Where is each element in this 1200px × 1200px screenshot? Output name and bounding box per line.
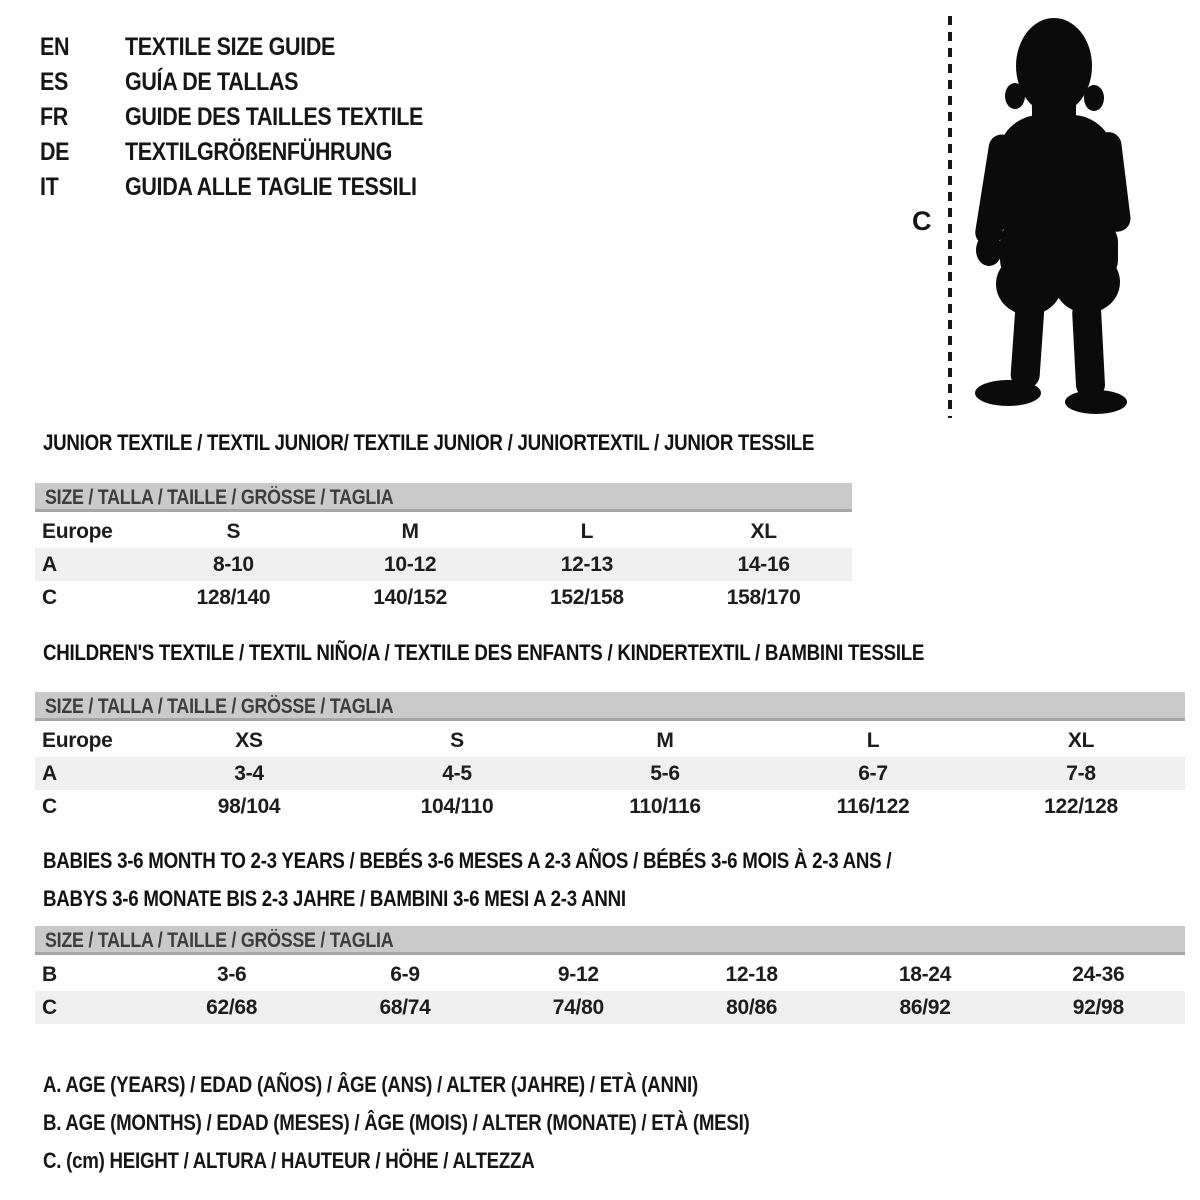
age-cell: 5-6 xyxy=(650,761,680,785)
height-cell: 92/98 xyxy=(1072,995,1124,1019)
height-cell: 104/110 xyxy=(420,794,494,818)
language-code: EN xyxy=(40,33,70,61)
language-code: IT xyxy=(40,173,59,201)
language-label: GUIDE DES TAILLES TEXTILE xyxy=(124,103,423,131)
table-row-age xyxy=(35,548,852,581)
row-label: C xyxy=(42,995,57,1019)
height-cell: 86/92 xyxy=(899,995,951,1019)
age-cell: 3-4 xyxy=(234,761,264,785)
babies-section-title-line-1: BABIES 3-6 MONTH TO 2-3 YEARS / BEBÉS 3-6 MESES A 2-3 AÑOS / BÉBÉS 3-6 MOIS À 2-3 ANS / xyxy=(43,848,892,873)
legend-line-c: C. (cm) HEIGHT / ALTURA / HAUTEUR / HÖHE / ALTEZZA xyxy=(43,1148,535,1173)
age-cell: 12-13 xyxy=(560,552,613,576)
height-cell: 122/128 xyxy=(1044,794,1118,818)
babies-section-title-line-2: BABYS 3-6 MONATE BIS 2-3 JAHRE / BAMBINI 3-6 MESI A 2-3 ANNI xyxy=(43,886,626,911)
age-cell: 14-16 xyxy=(737,552,790,576)
size-cell: S xyxy=(226,519,241,543)
table-row-europe xyxy=(35,724,1185,757)
height-cell: 128/140 xyxy=(196,585,271,609)
language-row-de xyxy=(40,135,471,170)
size-cell: XS xyxy=(235,728,263,752)
language-label: GUIDA ALLE TAGLIE TESSILI xyxy=(124,173,417,201)
size-cell: L xyxy=(580,519,594,543)
height-measure-label: C xyxy=(912,206,932,236)
row-label: A xyxy=(42,761,57,785)
language-list xyxy=(40,30,471,205)
baby-silhouette-icon xyxy=(966,12,1142,416)
table-row-height xyxy=(35,991,1185,1024)
age-cell: 24-36 xyxy=(1072,962,1125,986)
junior-size-header-bar: SIZE / TALLA / TAILLE / GRÖSSE / TAGLIA xyxy=(35,483,852,512)
age-cell: 6-9 xyxy=(390,962,420,986)
baby-silhouette-shape xyxy=(973,18,1132,414)
language-code: DE xyxy=(40,138,70,166)
age-cell: 10-12 xyxy=(384,552,437,576)
height-cell: 116/122 xyxy=(836,794,910,818)
row-label: C xyxy=(42,794,57,818)
language-label: TEXTILE SIZE GUIDE xyxy=(124,33,335,61)
table-row-height xyxy=(35,581,852,614)
age-cell: 7-8 xyxy=(1066,761,1096,785)
age-cell: 12-18 xyxy=(725,962,778,986)
height-cell: 152/158 xyxy=(549,585,624,609)
age-cell: 18-24 xyxy=(898,962,952,986)
height-cell: 68/74 xyxy=(379,995,431,1019)
height-cell: 140/152 xyxy=(373,585,448,609)
junior-size-table xyxy=(35,515,852,614)
language-row-fr xyxy=(40,100,471,135)
babies-size-table xyxy=(35,958,1185,1024)
row-label: Europe xyxy=(42,519,113,543)
legend-line-b: B. AGE (MONTHS) / EDAD (MESES) / ÂGE (MOIS) / ALTER (MONATE) / ETÀ (MESI) xyxy=(43,1110,750,1135)
language-code: ES xyxy=(40,68,69,96)
table-row-europe xyxy=(35,515,852,548)
legend-line-a: A. AGE (YEARS) / EDAD (AÑOS) / ÂGE (ANS) / ALTER (JAHRE) / ETÀ (ANNI) xyxy=(43,1072,698,1097)
children-size-header-bar: SIZE / TALLA / TAILLE / GRÖSSE / TAGLIA xyxy=(35,692,1185,721)
language-row-es xyxy=(40,65,471,100)
language-row-en xyxy=(40,30,471,65)
age-cell: 9-12 xyxy=(557,962,599,986)
size-cell: S xyxy=(450,728,464,752)
children-size-table xyxy=(35,724,1185,823)
children-section-title: CHILDREN'S TEXTILE / TEXTIL NIÑO/A / TEXTILE DES ENFANTS / KINDERTEXTIL / BAMBINI TESSILE xyxy=(43,640,925,665)
babies-size-header-bar: SIZE / TALLA / TAILLE / GRÖSSE / TAGLIA xyxy=(35,926,1185,955)
language-label: TEXTILGRÖßENFÜHRUNG xyxy=(124,138,392,166)
height-cell: 74/80 xyxy=(552,995,604,1019)
table-row-age-months xyxy=(35,958,1185,991)
language-code: FR xyxy=(40,103,68,131)
table-row-age xyxy=(35,757,1185,790)
size-cell: L xyxy=(866,728,880,752)
table-row-height xyxy=(35,790,1185,823)
size-cell: XL xyxy=(750,519,777,543)
height-cell: 62/68 xyxy=(206,995,258,1019)
row-label: Europe xyxy=(42,728,113,752)
age-cell: 3-6 xyxy=(216,962,247,986)
language-row-it xyxy=(40,170,471,205)
height-cell: 98/104 xyxy=(217,794,281,818)
age-cell: 6-7 xyxy=(858,761,888,785)
height-measure-dashed-line xyxy=(948,16,952,418)
row-label: B xyxy=(42,962,57,986)
language-label: GUÍA DE TALLAS xyxy=(124,68,299,96)
row-label: A xyxy=(42,552,57,576)
row-label: C xyxy=(42,585,57,609)
height-cell: 158/170 xyxy=(726,585,801,609)
height-cell: 80/86 xyxy=(726,995,778,1019)
height-cell: 110/116 xyxy=(629,794,701,818)
size-cell: M xyxy=(401,519,419,543)
age-cell: 8-10 xyxy=(212,552,254,576)
age-cell: 4-5 xyxy=(442,761,472,785)
size-cell: M xyxy=(656,728,674,752)
junior-section-title: JUNIOR TEXTILE / TEXTIL JUNIOR/ TEXTILE JUNIOR / JUNIORTEXTIL / JUNIOR TESSILE xyxy=(43,430,815,455)
size-cell: XL xyxy=(1067,728,1095,752)
